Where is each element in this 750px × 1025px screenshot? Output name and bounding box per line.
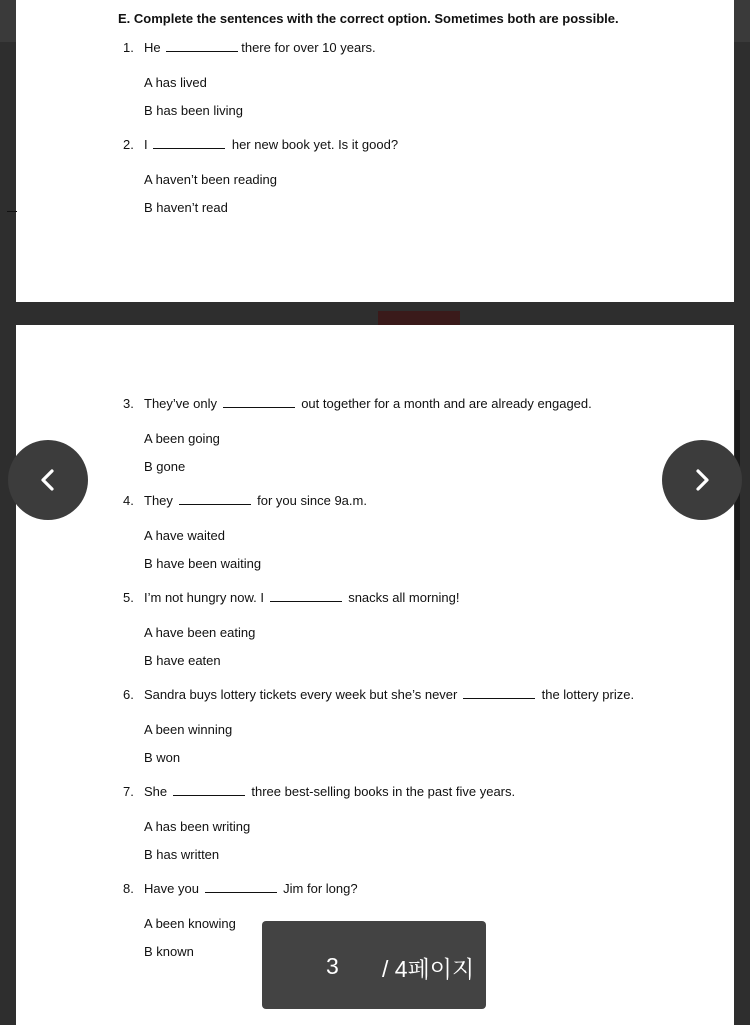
question-text-after: snacks all morning! <box>344 590 460 605</box>
question-text-before: Have you <box>144 881 203 896</box>
total-pages-label: / 4페이지 <box>382 956 475 982</box>
edge-mark <box>7 211 17 212</box>
question-5 <box>123 590 459 605</box>
question-number: 7. <box>123 784 134 799</box>
question-text-before: I’m not hungry now. I <box>144 590 268 605</box>
question-text-after: the lottery prize. <box>537 687 635 702</box>
answer-blank <box>205 882 277 893</box>
next-page-button[interactable] <box>662 440 742 520</box>
question-text-before: Sandra buys lottery tickets every week but she’s never <box>144 687 461 702</box>
question-text-before: She <box>144 784 171 799</box>
option-b: B won <box>144 750 181 765</box>
question-text-before: I <box>144 137 152 152</box>
answer-blank <box>223 397 295 408</box>
option-b: B known <box>144 944 194 959</box>
answer-blank <box>166 41 238 52</box>
question-3 <box>123 396 592 411</box>
previous-page-button[interactable] <box>8 440 88 520</box>
option-a: A been knowing <box>144 916 236 931</box>
chevron-right-icon <box>691 467 713 493</box>
answer-blank <box>153 138 225 149</box>
option-b: B gone <box>144 459 186 474</box>
question-text-after: three best-selling books in the past five years. <box>247 784 516 799</box>
question-number: 1. <box>123 40 134 55</box>
question-number: 5. <box>123 590 134 605</box>
page-indicator <box>262 921 486 1009</box>
question-text-after: for you since 9a.m. <box>253 493 367 508</box>
option-b: B haven’t read <box>144 200 228 215</box>
option-a: A been going <box>144 431 220 446</box>
question-number: 4. <box>123 493 134 508</box>
question-text-before: He <box>144 40 165 55</box>
answer-blank <box>463 688 535 699</box>
question-6 <box>123 687 634 702</box>
option-a: A have waited <box>144 528 225 543</box>
option-a: A have been eating <box>144 625 256 640</box>
question-8 <box>123 881 358 896</box>
option-a: A has lived <box>144 75 207 90</box>
question-number: 3. <box>123 396 134 411</box>
page-gap-thumbnail <box>378 311 460 325</box>
question-text-after: there for over 10 years. <box>241 40 376 55</box>
answer-blank <box>270 591 342 602</box>
question-text-after: her new book yet. Is it good? <box>228 137 399 152</box>
exercise-title: E. Complete the sentences with the correct option. Sometimes both are possible. <box>118 11 619 26</box>
question-1 <box>123 40 376 55</box>
question-text-before: They’ve only <box>144 396 221 411</box>
document-page-3 <box>16 325 734 1025</box>
question-text-after: out together for a month and are already engaged. <box>297 396 592 411</box>
option-b: B have eaten <box>144 653 221 668</box>
option-b: B has been living <box>144 103 244 118</box>
option-a: A been winning <box>144 722 233 737</box>
option-a: A has been writing <box>144 819 251 834</box>
question-number: 2. <box>123 137 134 152</box>
answer-blank <box>173 785 245 796</box>
answer-blank <box>179 494 251 505</box>
option-b: B have been waiting <box>144 556 262 571</box>
option-a: A haven’t been reading <box>144 172 277 187</box>
question-text-after: Jim for long? <box>279 881 358 896</box>
option-b: B has written <box>144 847 220 862</box>
chevron-left-icon <box>37 467 59 493</box>
question-4 <box>123 493 367 508</box>
question-number: 8. <box>123 881 134 896</box>
current-page-number[interactable]: 3 <box>326 953 339 979</box>
question-text-before: They <box>144 493 177 508</box>
question-7 <box>123 784 515 799</box>
question-2 <box>123 137 398 152</box>
question-number: 6. <box>123 687 134 702</box>
